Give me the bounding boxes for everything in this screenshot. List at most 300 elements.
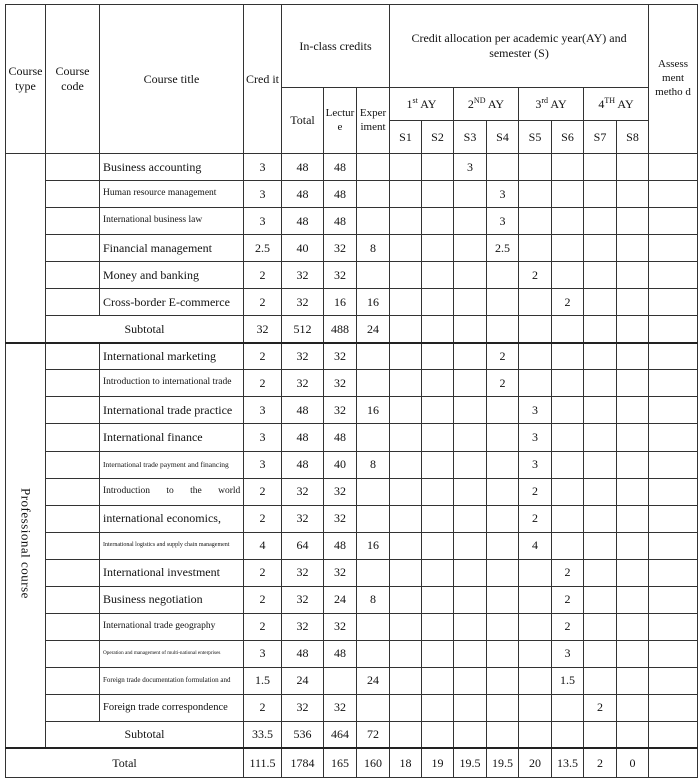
semester-cell: 3	[454, 154, 487, 181]
course-code-cell	[46, 640, 100, 667]
course-code-cell	[46, 343, 100, 370]
course-title: International finance	[100, 424, 244, 451]
credit-cell: 4	[244, 532, 282, 559]
semester-cell	[552, 154, 584, 181]
semester-cell	[617, 532, 649, 559]
semester-cell	[454, 721, 487, 748]
semester-cell: 2	[584, 748, 617, 777]
semester-cell	[584, 613, 617, 640]
course-title: International marketing	[100, 343, 244, 370]
semester-cell	[422, 559, 454, 586]
semester-cell	[454, 640, 487, 667]
semester-cell	[487, 586, 519, 613]
experiment-cell: 8	[357, 586, 390, 613]
assessment-cell	[649, 748, 698, 777]
table-row	[6, 559, 698, 586]
experiment-cell	[357, 694, 390, 721]
header-lecture: Lectur e	[324, 88, 357, 154]
table-row	[6, 613, 698, 640]
table-row	[6, 640, 698, 667]
table-row	[6, 397, 698, 424]
assessment-cell	[649, 235, 698, 262]
course-code-cell	[46, 262, 100, 289]
ay3-sup: rd	[541, 96, 549, 106]
total-cell: 32	[282, 613, 324, 640]
semester-cell: 2	[552, 559, 584, 586]
lecture-cell: 48	[324, 181, 357, 208]
course-code-cell	[46, 181, 100, 208]
semester-cell	[422, 424, 454, 451]
semester-cell: 3	[519, 451, 552, 478]
experiment-cell: 16	[357, 532, 390, 559]
semester-cell	[454, 181, 487, 208]
semester-cell	[552, 451, 584, 478]
semester-cell	[584, 424, 617, 451]
semester-cell	[422, 343, 454, 370]
semester-cell	[390, 559, 422, 586]
lecture-cell: 32	[324, 235, 357, 262]
total-cell: 32	[282, 289, 324, 316]
semester-cell	[552, 208, 584, 235]
semester-cell	[390, 505, 422, 532]
course-title: Introduction to the world	[100, 478, 244, 505]
semester-cell: 2	[552, 613, 584, 640]
assessment-cell	[649, 586, 698, 613]
semester-cell	[487, 478, 519, 505]
table-row	[6, 289, 698, 316]
credit-cell: 2	[244, 343, 282, 370]
course-title: International trade geography	[100, 613, 244, 640]
semester-cell	[552, 478, 584, 505]
semester-cell	[422, 397, 454, 424]
course-code-cell	[46, 289, 100, 316]
semester-cell	[454, 370, 487, 397]
semester-cell: 1.5	[552, 667, 584, 694]
semester-cell	[454, 505, 487, 532]
lecture-cell: 48	[324, 640, 357, 667]
lecture-cell: 32	[324, 694, 357, 721]
course-title: Financial management	[100, 235, 244, 262]
lecture-cell: 32	[324, 559, 357, 586]
credit-cell: 2	[244, 505, 282, 532]
header-ay4	[584, 88, 649, 121]
semester-cell	[552, 235, 584, 262]
semester-cell	[487, 451, 519, 478]
semester-cell: 20	[519, 748, 552, 777]
semester-cell: 2	[487, 370, 519, 397]
semester-cell	[552, 694, 584, 721]
credit-cell: 3	[244, 154, 282, 181]
assessment-cell	[649, 208, 698, 235]
semester-cell	[552, 721, 584, 748]
table-row	[6, 451, 698, 478]
total-cell: 24	[282, 667, 324, 694]
course-title: Foreign trade documentation formulation and	[100, 667, 244, 694]
course-title: Human resource management	[100, 181, 244, 208]
semester-cell	[422, 154, 454, 181]
credit-cell: 1.5	[244, 667, 282, 694]
course-title: International trade payment and financing	[100, 451, 244, 478]
assessment-cell	[649, 370, 698, 397]
semester-cell	[390, 532, 422, 559]
ay4-suffix: AY	[617, 97, 634, 112]
lecture-cell: 48	[324, 154, 357, 181]
semester-cell	[487, 289, 519, 316]
semester-cell	[390, 316, 422, 343]
semester-cell: 2	[519, 505, 552, 532]
semester-cell	[617, 559, 649, 586]
lecture-cell: 32	[324, 613, 357, 640]
semester-cell	[454, 208, 487, 235]
total-row	[6, 748, 698, 777]
credit-cell: 3	[244, 208, 282, 235]
experiment-cell	[357, 559, 390, 586]
experiment-cell	[357, 262, 390, 289]
header-semester: S7	[584, 121, 617, 154]
course-code-cell	[46, 532, 100, 559]
course-title: Cross-border E-commerce	[100, 289, 244, 316]
header-credit: Cred it	[244, 5, 282, 154]
semester-cell	[552, 370, 584, 397]
semester-cell	[584, 721, 617, 748]
semester-cell	[422, 181, 454, 208]
semester-cell	[422, 289, 454, 316]
experiment-cell: 160	[357, 748, 390, 777]
semester-cell	[422, 694, 454, 721]
semester-cell	[552, 397, 584, 424]
lecture-cell: 16	[324, 289, 357, 316]
course-code-cell	[46, 424, 100, 451]
header-semester: S1	[390, 121, 422, 154]
semester-cell	[487, 424, 519, 451]
semester-cell	[422, 262, 454, 289]
header-semester: S4	[487, 121, 519, 154]
assessment-cell	[649, 721, 698, 748]
table-row	[6, 532, 698, 559]
lecture-cell: 488	[324, 316, 357, 343]
header-ay3	[519, 88, 584, 121]
semester-cell	[454, 262, 487, 289]
semester-cell	[584, 451, 617, 478]
header-semester: S3	[454, 121, 487, 154]
experiment-cell	[357, 505, 390, 532]
subtotal-row	[6, 316, 698, 343]
experiment-cell: 16	[357, 397, 390, 424]
semester-cell	[584, 397, 617, 424]
semester-cell	[422, 532, 454, 559]
assessment-cell	[649, 316, 698, 343]
header-credit-allocation: Credit allocation per academic year(AY) and semester (S)	[390, 5, 649, 88]
total-cell: 32	[282, 262, 324, 289]
semester-cell	[390, 721, 422, 748]
course-type-cell	[6, 343, 46, 748]
ay2-number: 2	[467, 97, 474, 112]
semester-cell	[552, 505, 584, 532]
semester-cell	[390, 667, 422, 694]
experiment-cell	[357, 343, 390, 370]
table-row	[6, 667, 698, 694]
ay2-suffix: AY	[487, 97, 505, 112]
table-row	[6, 154, 698, 181]
lecture-cell: 464	[324, 721, 357, 748]
total-cell: 536	[282, 721, 324, 748]
table-row	[6, 694, 698, 721]
ay4-sup: TH	[604, 96, 616, 106]
header-semester: S8	[617, 121, 649, 154]
semester-cell	[584, 343, 617, 370]
lecture-cell: 32	[324, 262, 357, 289]
semester-cell	[422, 235, 454, 262]
assessment-cell	[649, 613, 698, 640]
semester-cell	[519, 694, 552, 721]
table-row	[6, 235, 698, 262]
credit-cell: 3	[244, 640, 282, 667]
semester-cell	[617, 640, 649, 667]
course-code-cell	[46, 613, 100, 640]
course-title: Money and banking	[100, 262, 244, 289]
credit-cell: 33.5	[244, 721, 282, 748]
course-type-label: Professional course	[18, 488, 34, 600]
course-code-cell	[46, 505, 100, 532]
semester-cell	[487, 559, 519, 586]
semester-cell	[454, 559, 487, 586]
semester-cell	[422, 640, 454, 667]
semester-cell	[454, 343, 487, 370]
credit-cell: 111.5	[244, 748, 282, 777]
lecture-cell: 48	[324, 424, 357, 451]
lecture-cell: 48	[324, 208, 357, 235]
semester-cell	[617, 208, 649, 235]
lecture-cell: 32	[324, 478, 357, 505]
course-code-cell	[46, 208, 100, 235]
semester-cell	[390, 370, 422, 397]
semester-cell	[422, 505, 454, 532]
experiment-cell	[357, 181, 390, 208]
lecture-cell: 32	[324, 370, 357, 397]
total-cell: 48	[282, 451, 324, 478]
semester-cell: 2	[519, 262, 552, 289]
semester-cell	[617, 343, 649, 370]
semester-cell	[454, 586, 487, 613]
total-cell: 32	[282, 370, 324, 397]
semester-cell	[584, 181, 617, 208]
semester-cell	[584, 208, 617, 235]
course-code-cell	[46, 154, 100, 181]
experiment-cell	[357, 613, 390, 640]
semester-cell	[422, 667, 454, 694]
semester-cell	[617, 154, 649, 181]
semester-cell	[519, 289, 552, 316]
semester-cell: 19	[422, 748, 454, 777]
semester-cell	[454, 316, 487, 343]
semester-cell	[617, 586, 649, 613]
total-cell: 40	[282, 235, 324, 262]
credit-cell: 2	[244, 289, 282, 316]
semester-cell	[390, 451, 422, 478]
semester-cell	[584, 289, 617, 316]
semester-cell	[454, 613, 487, 640]
semester-cell	[519, 154, 552, 181]
experiment-cell: 16	[357, 289, 390, 316]
semester-cell	[519, 721, 552, 748]
experiment-cell	[357, 154, 390, 181]
credit-cell: 2	[244, 694, 282, 721]
semester-cell	[617, 181, 649, 208]
semester-cell	[519, 208, 552, 235]
semester-cell	[487, 316, 519, 343]
assessment-cell	[649, 289, 698, 316]
semester-cell	[487, 262, 519, 289]
header-assessment-method: Assess ment metho d	[649, 5, 698, 154]
semester-cell: 2	[552, 586, 584, 613]
semester-cell	[487, 505, 519, 532]
course-title: Operation and management of multi-national enterprises	[100, 640, 244, 667]
credit-cell: 3	[244, 451, 282, 478]
course-title: Foreign trade correspondence	[100, 694, 244, 721]
course-code-cell	[46, 694, 100, 721]
course-code-cell	[46, 478, 100, 505]
lecture-cell: 165	[324, 748, 357, 777]
header-semester: S5	[519, 121, 552, 154]
assessment-cell	[649, 694, 698, 721]
course-title: Introduction to international trade	[100, 370, 244, 397]
semester-cell	[454, 451, 487, 478]
semester-cell	[390, 343, 422, 370]
course-title: Business accounting	[100, 154, 244, 181]
semester-cell	[584, 559, 617, 586]
course-title: International business law	[100, 208, 244, 235]
course-code-cell	[46, 586, 100, 613]
credit-cell: 2	[244, 478, 282, 505]
semester-cell	[390, 208, 422, 235]
assessment-cell	[649, 505, 698, 532]
semester-cell	[454, 289, 487, 316]
semester-cell	[519, 640, 552, 667]
semester-cell	[617, 451, 649, 478]
semester-cell	[617, 721, 649, 748]
semester-cell	[519, 586, 552, 613]
semester-cell: 3	[487, 208, 519, 235]
assessment-cell	[649, 343, 698, 370]
semester-cell: 2	[584, 694, 617, 721]
semester-cell	[584, 532, 617, 559]
semester-cell	[552, 181, 584, 208]
header-ay2	[454, 88, 519, 121]
semester-cell	[617, 316, 649, 343]
course-title: International investment	[100, 559, 244, 586]
semester-cell	[617, 262, 649, 289]
header-in-class-credits: In-class credits	[282, 5, 390, 88]
semester-cell	[390, 424, 422, 451]
experiment-cell	[357, 208, 390, 235]
semester-cell	[487, 154, 519, 181]
semester-cell	[617, 613, 649, 640]
semester-cell	[617, 424, 649, 451]
experiment-cell: 24	[357, 316, 390, 343]
header-total: Total	[282, 88, 324, 154]
table-row	[6, 424, 698, 451]
total-cell: 48	[282, 208, 324, 235]
experiment-cell	[357, 640, 390, 667]
semester-cell	[617, 505, 649, 532]
semester-cell	[519, 667, 552, 694]
semester-cell	[454, 532, 487, 559]
credit-cell: 32	[244, 316, 282, 343]
semester-cell	[584, 316, 617, 343]
assessment-cell	[649, 451, 698, 478]
semester-cell: 3	[519, 397, 552, 424]
header-experiment: Exper iment	[357, 88, 390, 154]
course-code-cell	[46, 667, 100, 694]
experiment-cell: 24	[357, 667, 390, 694]
course-type-cell	[6, 154, 46, 343]
semester-cell	[390, 289, 422, 316]
semester-cell	[422, 478, 454, 505]
total-cell: 48	[282, 154, 324, 181]
semester-cell	[487, 640, 519, 667]
semester-cell	[519, 370, 552, 397]
course-code-cell	[46, 235, 100, 262]
subtotal-row	[6, 721, 698, 748]
assessment-cell	[649, 478, 698, 505]
semester-cell: 3	[487, 181, 519, 208]
semester-cell: 19.5	[454, 748, 487, 777]
subtotal-label: Subtotal	[46, 316, 244, 343]
total-cell: 48	[282, 424, 324, 451]
semester-cell	[422, 586, 454, 613]
semester-cell	[617, 370, 649, 397]
semester-cell	[584, 235, 617, 262]
total-cell: 48	[282, 397, 324, 424]
semester-cell	[584, 478, 617, 505]
semester-cell	[584, 586, 617, 613]
header-semester: S6	[552, 121, 584, 154]
course-code-cell	[46, 370, 100, 397]
semester-cell	[487, 532, 519, 559]
semester-cell	[617, 667, 649, 694]
semester-cell: 3	[519, 424, 552, 451]
header-semester: S2	[422, 121, 454, 154]
semester-cell	[454, 397, 487, 424]
total-cell: 512	[282, 316, 324, 343]
header-course-type: Course type	[6, 5, 46, 154]
semester-cell	[454, 478, 487, 505]
semester-cell	[390, 154, 422, 181]
total-cell: 48	[282, 181, 324, 208]
lecture-cell: 24	[324, 586, 357, 613]
credit-cell: 2	[244, 613, 282, 640]
semester-cell	[454, 667, 487, 694]
semester-cell	[390, 262, 422, 289]
semester-cell	[617, 397, 649, 424]
experiment-cell	[357, 478, 390, 505]
credit-cell: 2	[244, 370, 282, 397]
ay2-sup: ND	[473, 96, 486, 106]
semester-cell	[617, 289, 649, 316]
total-cell: 32	[282, 505, 324, 532]
semester-cell	[584, 667, 617, 694]
semester-cell: 2	[487, 343, 519, 370]
semester-cell	[487, 667, 519, 694]
header-ay1	[390, 88, 454, 121]
semester-cell	[390, 397, 422, 424]
assessment-cell	[649, 181, 698, 208]
ay1-sup: st	[412, 96, 418, 106]
semester-cell	[454, 424, 487, 451]
semester-cell	[487, 721, 519, 748]
semester-cell	[584, 262, 617, 289]
semester-cell	[617, 694, 649, 721]
